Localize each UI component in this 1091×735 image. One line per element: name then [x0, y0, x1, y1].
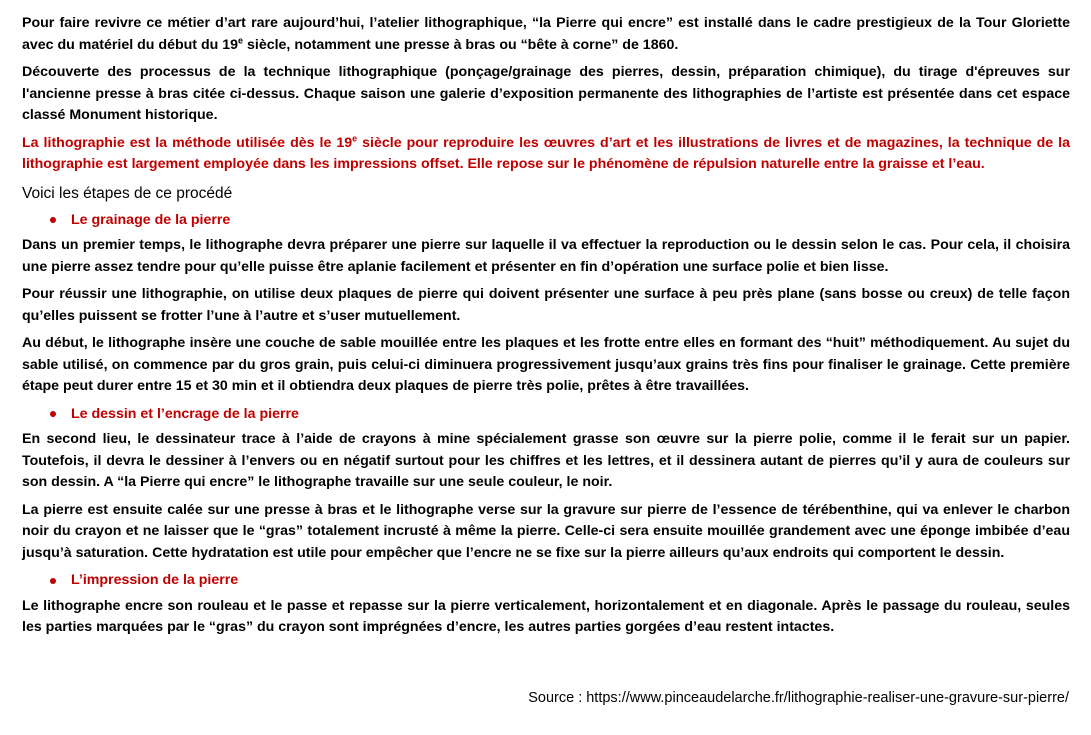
step-title-grainage [22, 210, 1070, 232]
step-paragraph: La pierre est ensuite calée sur une presse à bras et le lithographe verse sur la gravure sur pierre de l’essence de térébenthine, qui va enlever le charbon noir du crayon et ne laisser que le “gras” totalement incrusté à même la pierre. Celle-ci sera ensuite mouillée grandement avec une éponge imbibée d’eau jusqu’à saturation. Cette hydratation est utile pour empêcher que l’encre ne se fixe sur la pierre ailleurs qu’aux endroits qui comportent le dessin. [22, 501, 1070, 561]
section-heading: Voici les étapes de ce procédé [22, 184, 233, 202]
source-citation: Source : https://www.pinceaudelarche.fr/lithographie-realiser-une-gravure-sur-pierre/ [528, 690, 1069, 706]
step-paragraph: Le lithographe encre son rouleau et le passe et repasse sur la pierre verticalement, horizontalement et en diagonale. Après le passage du rouleau, seules les parties marquées par le “gras” du crayon sont imprégnées d’encre, les autres parties gorgées d’eau restent intactes. [22, 597, 1070, 635]
step-paragraph: Dans un premier temps, le lithographe devra préparer une pierre sur laquelle il va effectuer la reproduction ou le dessin selon le cas. Pour cela, il choisira une pierre assez tendre pour qu’elle puisse être aplanie facilement et présenter en fin d’opération une surface polie et bien lisse. [22, 237, 1070, 275]
intro-text: siècle, notamment une presse à bras ou “bête à corne” de 1860. [243, 36, 679, 53]
bullet-dot-icon [50, 217, 56, 223]
step-title-impression [22, 570, 1070, 592]
definition-text: La lithographie est la méthode utilisée dès le 19 [22, 134, 353, 151]
ordinal-superscript: e [238, 34, 244, 45]
ordinal-superscript: e [352, 132, 358, 143]
step-title-text: Le grainage de la pierre [71, 211, 231, 228]
intro-paragraph-1 [22, 13, 1070, 56]
step-paragraph: Au début, le lithographe insère une couche de sable mouillée entre les plaques et les frotte entre elles en formant des “huit” méthodiquement. Au sujet du sable utilisé, on commence par du gros grain, puis celui-ci diminuera progressivement jusqu’aux grains très fins pour finaliser le grainage. Cette première étape peut durer entre 15 et 30 min et il obtiendra deux plaques de pierre très polie, prêtes à être travaillées. [22, 335, 1070, 394]
step-title-text: L’impression de la pierre [71, 572, 239, 588]
intro-paragraph-definition [22, 133, 1070, 176]
document-body [22, 13, 1070, 645]
step-title-text: Le dessin et l’encrage de la pierre [71, 405, 299, 422]
bullet-dot-icon [50, 411, 56, 417]
intro-text: Pour faire revivre ce métier d’art rare aujourd’hui, l’atelier lithographique, “la Pierre qui encre” est installé dans le cadre prestigieux de la Tour Gloriette avec du matériel du début du 19 [22, 15, 1070, 53]
intro-paragraph-2: Découverte des processus de la technique lithographique (ponçage/grainage des pierres, dessin, préparation chimique), du tirage d'épreuves sur l'ancienne presse à bras citée ci-dessus. Chaque saison une galerie d’exposition permanente des lithographies de l’artiste est présentée dans cet espace classé Monument historique. [22, 64, 1070, 123]
bullet-dot-icon [50, 578, 56, 584]
step-paragraph: En second lieu, le dessinateur trace à l’aide de crayons à mine spécialement grasse son œuvre sur la pierre polie, comme il le ferait sur un papier. Toutefois, il devra le dessiner à l’envers ou en négatif surtout pour les chiffres et les lettres, et il dessinera autant de pierres qu’il y aura de couleurs sur son dessin. A “la Pierre qui encre” le lithographe travaille sur une seule couleur, le noir. [22, 431, 1070, 490]
definition-text: siècle pour reproduire les œuvres d’art et les illustrations de livres et de magazines, la technique de la lithographie est largement employée dans les impressions offset. Elle repose sur le phénomène de répulsion naturelle entre la graisse et l’eau. [22, 134, 1071, 172]
step-title-dessin [22, 404, 1070, 426]
step-paragraph: Pour réussir une lithographie, on utilise deux plaques de pierre qui doivent présenter une surface à peu près plane (sans bosse ou creux) de telle façon qu’elles puissent se frotter l’une à l’autre et s’user mutuellement. [22, 286, 1070, 324]
